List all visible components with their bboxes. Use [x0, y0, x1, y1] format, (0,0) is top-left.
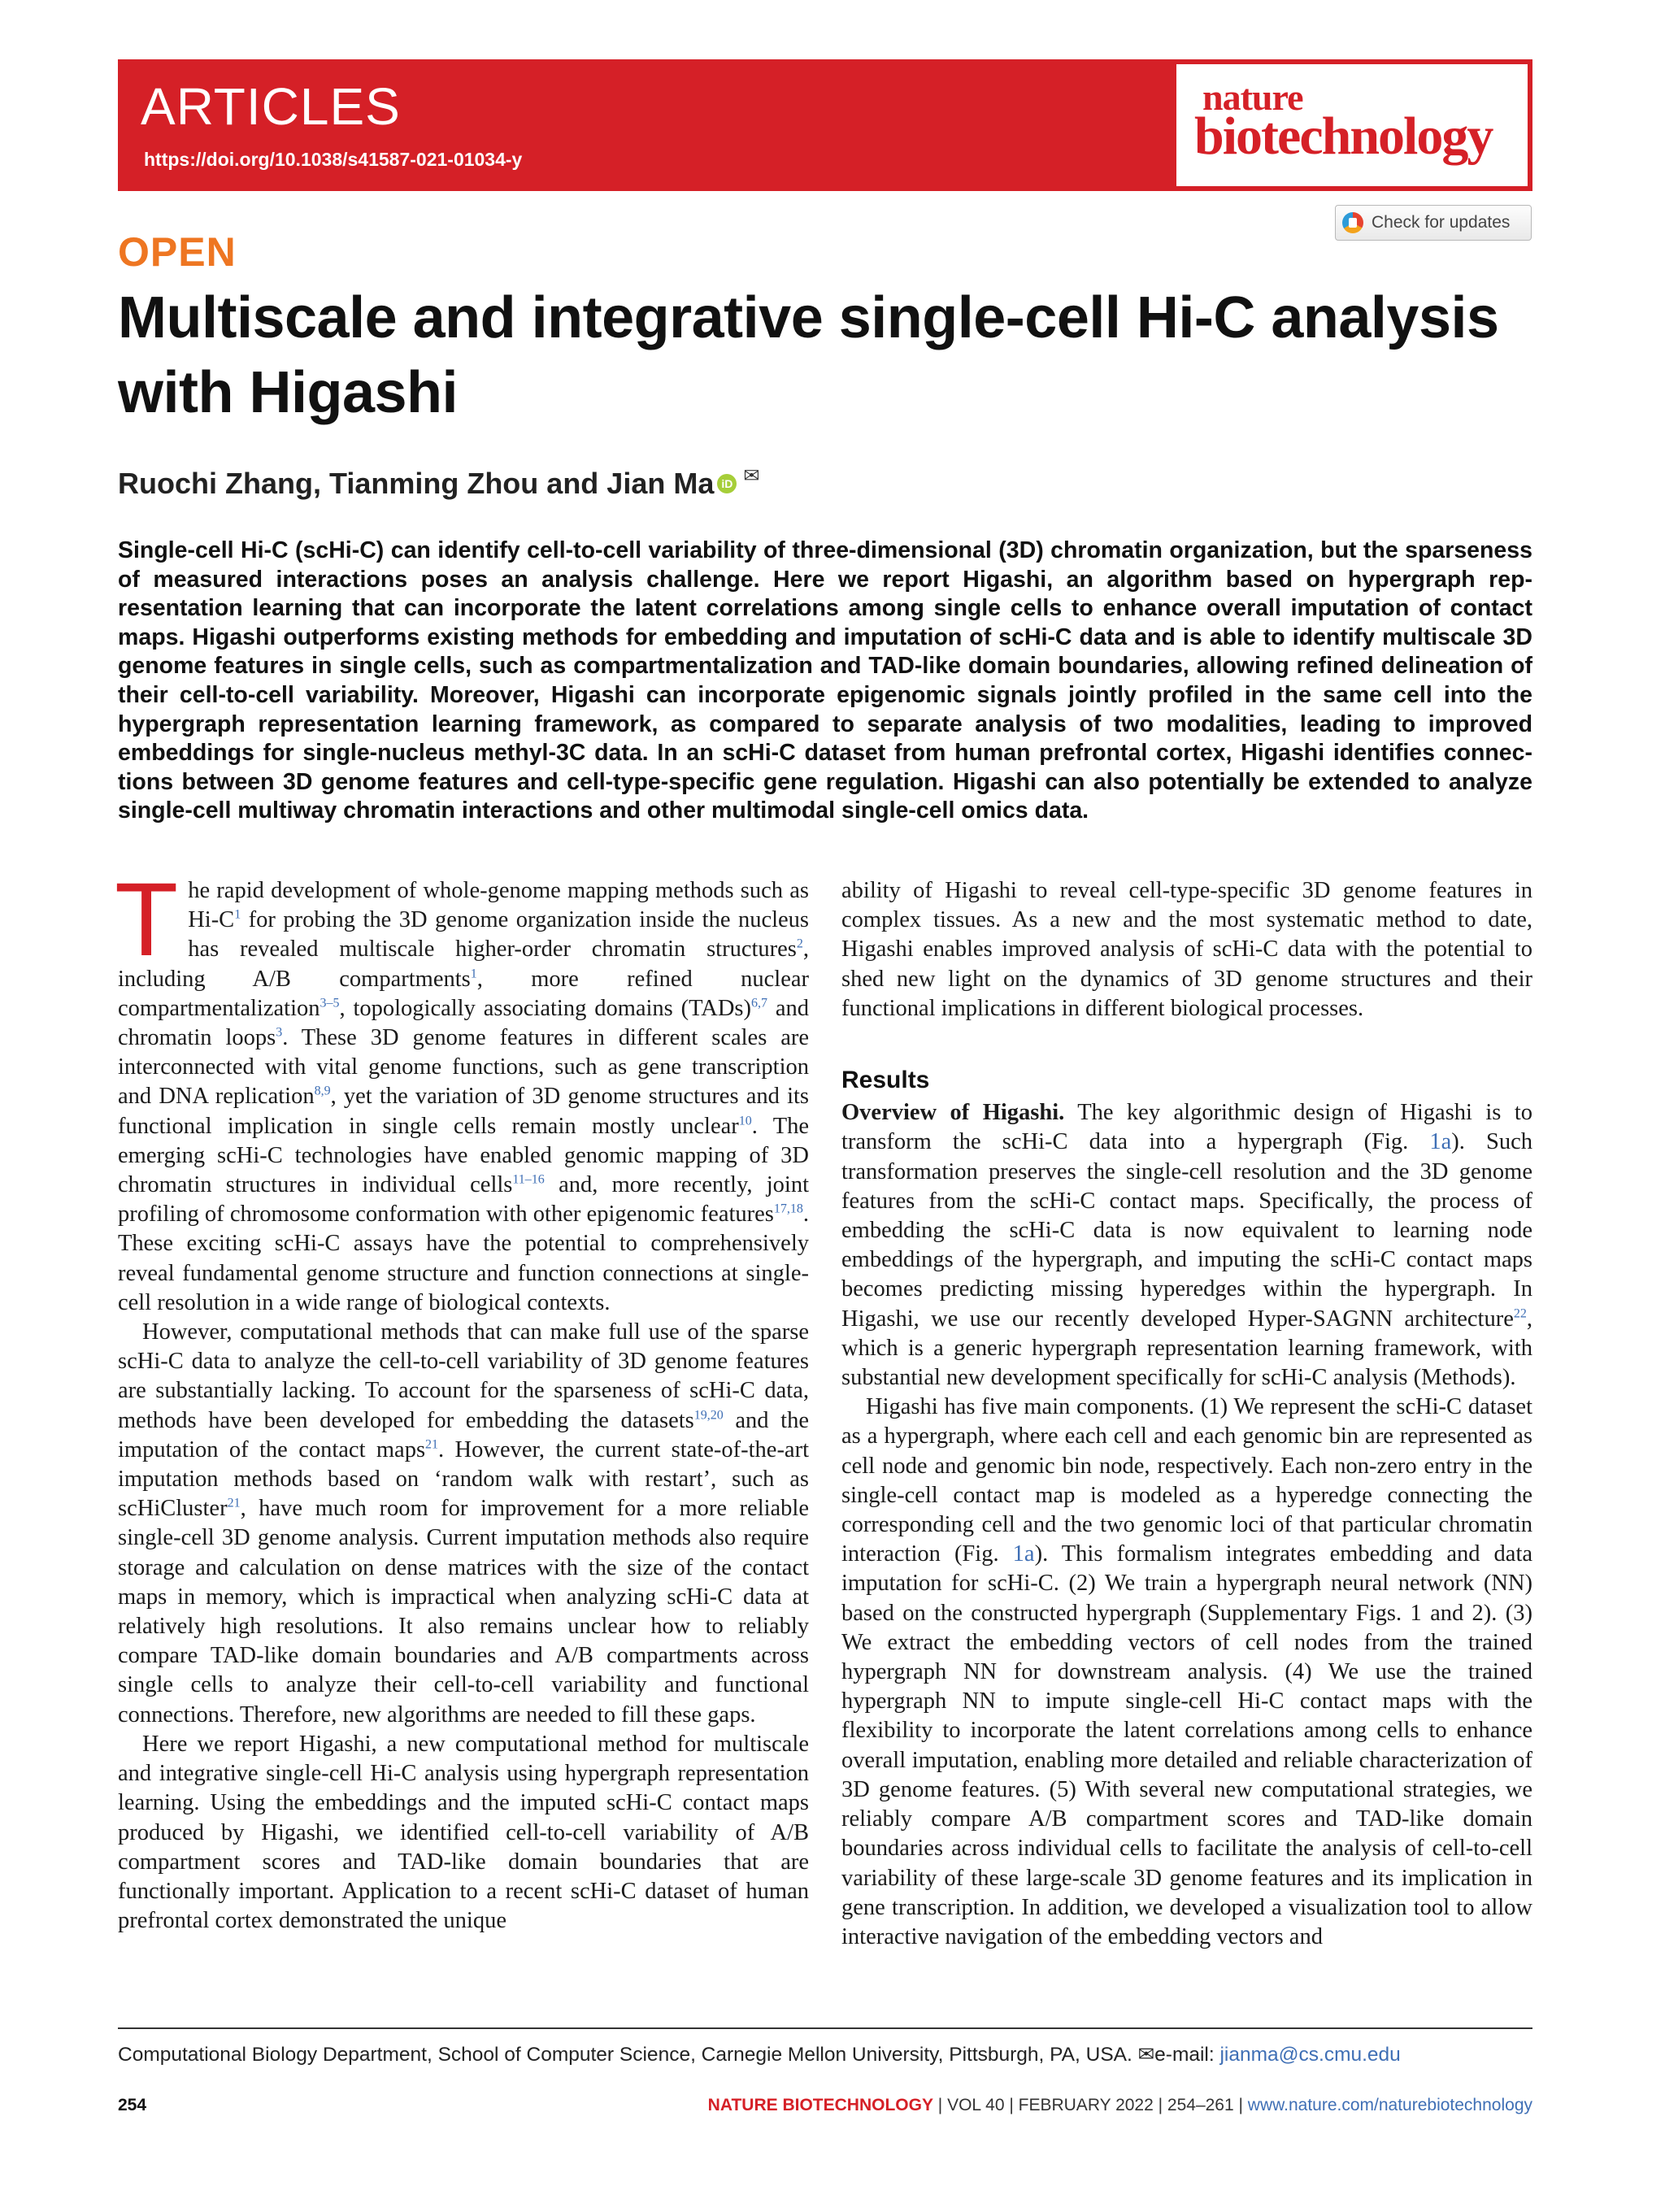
envelope-icon: ✉: [1137, 2044, 1155, 2066]
check-for-updates-button[interactable]: [1335, 205, 1532, 241]
author-list: [118, 464, 760, 501]
journal-url-link[interactable]: www.nature.com/naturebiotechnology: [1247, 2096, 1532, 2114]
journal-logo[interactable]: [1176, 64, 1528, 186]
paragraph-intro-1: The rapid development of whole-genome mapping methods such as $Hi-C^1$ for probing the 3D genome organization inside the nucleus has revealed multiscale higher-order chromatin structures$^2$, including A/B compartments$^1$, more refined nuclear compartmentalization$^{3-5}$, topologically associating domains (TADs)$^{6,7}$ and chromatin loops$^3$. These 3D genome features in different scales are interconnected with vital genome functions, such as gene transcription and DNA replication$^{8,9}$, yet the variation of 3D genome structures and its functional implication in single cells remain mostly unclear$^{10}$. The emerging scHi-C technologies have enabled genomic mapping of 3D chromatin structures in individual cells$^{11-16}$ and, more recently, joint profiling of chromosome conformation with other epigenomic features$^{17,18}$. These exciting scHi-C assays have the potential to comprehensively reveal fundamental genome structure and function connections at single-cell resolution in a wide range of biological contexts.: [115, 862, 810, 1315]
body-column-left: [115, 862, 810, 1936]
results-heading: Results: [841, 1067, 930, 1094]
doi-link[interactable]: https://doi.org/10.1038/s41587-021-01034-y: [144, 149, 523, 170]
drop-cap: T: [115, 862, 179, 978]
email-link[interactable]: jianma@cs.cmu.edu: [1219, 2044, 1401, 2066]
paragraph-intro-3: Here we report Higashi, a new computational method for multiscale and integrative single-cell Hi-C analysis using hypergraph representation learning. Using the embeddings and the imputed scHi-C contact maps produced by Higashi, we identified cell-to-cell variability of A/B compartment scores and TAD-like domain boundaries that are functionally important. Application to a recent scHi-C dataset of human prefrontal cortex demonstrated the unique: [118, 1731, 809, 1934]
overview-subheading: Overview of Higashi.: [841, 1100, 1065, 1126]
journal-logo-line1: nature: [1202, 76, 1303, 118]
orcid-icon[interactable]: iD: [717, 474, 737, 493]
footer-journal-name: NATURE BIOTECHNOLOGY: [707, 2096, 933, 2114]
figure-link[interactable]: 1a: [1429, 1129, 1452, 1155]
affiliation: Computational Biology Department, School of Computer Science, Carnegie Mellon University, Pittsburgh, PA, USA. ✉e-mail: jianma@cs.cmu.edu: [118, 2044, 1401, 2066]
figure-link[interactable]: 1a: [1012, 1541, 1035, 1567]
header-banner: [118, 59, 1532, 191]
envelope-icon[interactable]: ✉: [743, 464, 760, 487]
paragraph-intro-2: However, computational methods that can make full use of the sparse scHi-C data to analyze the cell-to-cell variability of 3D genome features are substantially lacking. To account for the sparseness of scHi-C data, methods have been developed for embedding the datasets$^{19,20}$ and the imputation of the contact maps$^{21}$. However, the current state-of-the-art imputation methods based on ‘random walk with restart’, such as scHiCluster$^{21}$, have much room for improvement for a more reliable single-cell 3D genome analysis. Current imputation methods also require storage and calculation on dense matrices with the size of the contact maps in memory, which is impractical when analyzing scHi-C data at relatively high resolutions. It also remains unclear how to reliably compare TAD-like domain boundaries and A/B compartments across single cells to analyze their cell-to-cell variability and functional connections. Therefore, new algorithms are needed to fill these gaps.: [118, 1319, 809, 1727]
paragraph-overview: Overview of Higashi. The key algorithmic design of Higashi is to transform the scHi-C data into a hypergraph (Fig. 1a). Such transformation preserves the single-cell resolution and the 3D genome features from the scHi-C contact maps. Specifically, the process of embedding the scHi-C data is now equivalent to learning node embeddings of the hypergraph, and imputing the scHi-C contact maps becomes predicting missing hyperedges within the hypergraph. In Higashi, we use our recently developed Hyper-SAGNN architecture$^{22}$, which is a generic hypergraph representation learning framework, with substantial new development specifically for scHi-C analysis (Methods).: [841, 1100, 1532, 1391]
citation-footer: NATURE BIOTECHNOLOGY | VOL 40 | FEBRUARY 2022 | 254–261 | www.nature.com/naturebiotechnology: [707, 2096, 1532, 2114]
check-for-updates-label: Check for updates: [1372, 213, 1511, 232]
crossmark-icon: [1342, 212, 1363, 233]
paragraph-intro-4: ability of Higashi to reveal cell-type-specific 3D genome features in complex tissues. As a new and the most systematic method to date, Higashi enables improved analysis of scHi-C data with the potential to shed new light on the dynamics of 3D genome structures and their functional implications in different biological processes.: [841, 878, 1532, 1021]
section-label: ARTICLES: [141, 77, 401, 136]
article-title: Multiscale and integrative single-cell Hi-C analysis with Higashi: [118, 285, 1499, 425]
abstract: Single-cell Hi-C (scHi-C) can identify cell-to-cell variability of three-dimensional (3D) chromatin organization, but the sparseness of measured interactions poses an analysis challenge. Here we report Higashi, an algorithm based on hypergraph representation learning that can incorporate the latent correlations among single cells to enhance overall imputation of contact maps. Higashi outperforms existing methods for embedding and imputation of scHi-C data and is able to identify multiscale 3D genome features in single cells, such as compartmentalization and TAD-like domain boundaries, allowing refined delineation of their cell-to-cell variability. Moreover, Higashi can incorporate epigenomic signals jointly profiled in the same cell into the hypergraph representation learning framework, as compared to separate analysis of two modalities, leading to improved embeddings for single-nucleus methyl-3C data. In an scHi-C dataset from human prefrontal cortex, Higashi identifies connections between 3D genome features and cell-type-specific gene regulation. Higashi can also potentially be extended to analyze single-cell multiway chromatin interactions and other multimodal single-cell omics data.: [118, 537, 1532, 824]
body-column-right: [841, 876, 1532, 1952]
journal-logo-line2: biotechnology: [1194, 106, 1493, 166]
paragraph-components: Higashi has five main components. (1) We represent the scHi-C dataset as a hypergraph, where each cell and each genomic bin are represented as cell node and genomic bin node, respectively. Each non-zero entry in the single-cell contact map is modeled as a hyperedge connecting the corresponding cell and the two genomic loci of that particular chromatin interaction (Fig. 1a). This formalism integrates embedding and data imputation for scHi-C. (2) We train a hypergraph neural network (NN) based on the constructed hypergraph (Supplementary Figs. 1 and 2). (3) We extract the embedding vectors of cell nodes from the trained hypergraph NN for downstream analysis. (4) We use the trained hypergraph NN to impute single-cell Hi-C contact maps with the flexibility to incorporate the latent correlations among cells to enhance overall imputation, enabling more detailed and reliable characterization of 3D genome features. (5) With several new computational strategies, we reliably compare A/B compartment scores and TAD-like domain boundaries across individual cells to facilitate the analysis of cell-to-cell variability of these large-scale 3D genome features and its implication in gene transcription. In addition, we developed a visualization tool to allow interactive navigation of the embedding vectors and: [841, 1394, 1533, 1949]
authors-text: Ruochi Zhang, Tianming Zhou and Jian Ma: [118, 467, 715, 500]
open-access-label: OPEN: [118, 229, 237, 275]
page-number: 254: [118, 2096, 147, 2114]
footer-divider: [118, 2027, 1532, 2029]
